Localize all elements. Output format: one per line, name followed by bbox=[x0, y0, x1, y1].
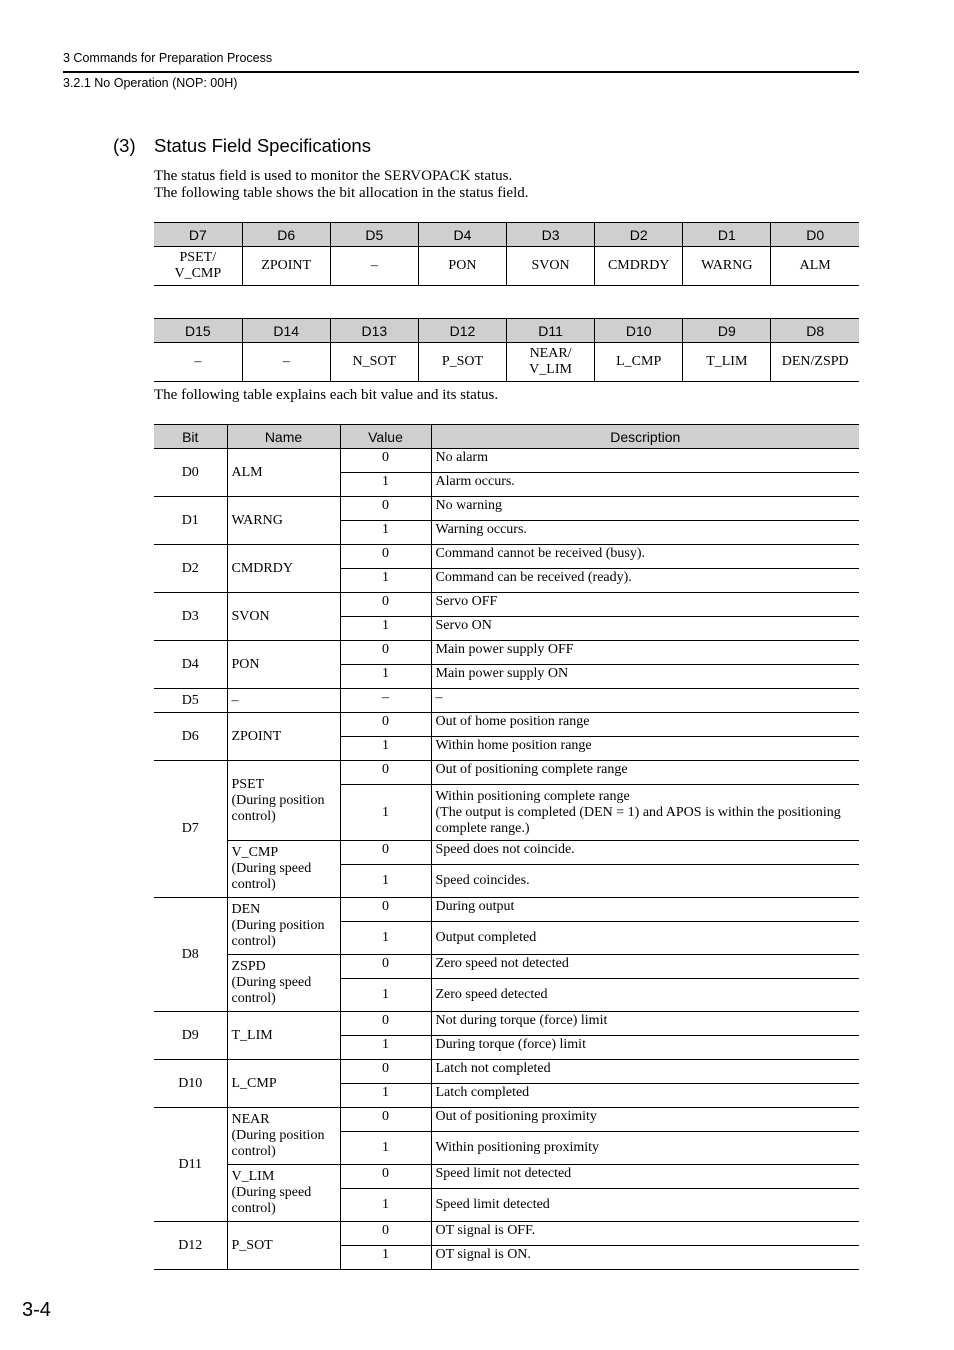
bit-value-cell: NEAR/ V_LIM bbox=[507, 343, 595, 382]
value-cell: 1 bbox=[340, 1084, 431, 1108]
bit-header-row bbox=[154, 223, 859, 247]
description-cell: Out of positioning proximity bbox=[431, 1108, 859, 1132]
description-cell: During torque (force) limit bbox=[431, 1036, 859, 1060]
value-cell: 1 bbox=[340, 922, 431, 955]
description-cell: Within home position range bbox=[431, 737, 859, 761]
table-row bbox=[154, 689, 859, 713]
value-cell: 0 bbox=[340, 898, 431, 922]
bit-value-cell: DEN/ZSPD bbox=[771, 343, 859, 382]
bit-value-cell: SVON bbox=[507, 247, 595, 286]
bit-value-cell: P_SOT bbox=[418, 343, 506, 382]
name-cell: ZPOINT bbox=[227, 713, 340, 761]
value-cell: 0 bbox=[340, 593, 431, 617]
bit-allocation-table-low bbox=[154, 222, 859, 286]
bit-cell: D11 bbox=[154, 1108, 227, 1222]
table-row bbox=[154, 898, 859, 922]
name-cell: L_CMP bbox=[227, 1060, 340, 1108]
description-cell: Within positioning proximity bbox=[431, 1132, 859, 1165]
value-cell: 1 bbox=[340, 785, 431, 841]
value-cell: 0 bbox=[340, 841, 431, 865]
description-cell: Latch completed bbox=[431, 1084, 859, 1108]
bit-cell: D4 bbox=[154, 641, 227, 689]
bit-header-cell: D1 bbox=[683, 223, 771, 247]
desc-header-cell: Bit bbox=[154, 425, 227, 449]
table-row bbox=[154, 713, 859, 737]
value-cell: 1 bbox=[340, 521, 431, 545]
bit-cell: D6 bbox=[154, 713, 227, 761]
bit-header-cell: D12 bbox=[418, 319, 506, 343]
bit-value-cell: ALM bbox=[771, 247, 859, 286]
table-row bbox=[154, 1060, 859, 1084]
bit-value-row bbox=[154, 247, 859, 286]
bit-value-cell: L_CMP bbox=[595, 343, 683, 382]
bit-value-cell: PSET/ V_CMP bbox=[174, 250, 222, 281]
value-cell: 0 bbox=[340, 545, 431, 569]
table-row bbox=[154, 1165, 859, 1189]
bit-header-cell: D9 bbox=[683, 319, 771, 343]
description-cell: Alarm occurs. bbox=[431, 473, 859, 497]
name-cell: SVON bbox=[227, 593, 340, 641]
name-cell: WARNG bbox=[227, 497, 340, 545]
table-row bbox=[154, 641, 859, 665]
header-rule bbox=[63, 71, 859, 73]
value-cell: 0 bbox=[340, 641, 431, 665]
value-cell: 0 bbox=[340, 1222, 431, 1246]
description-cell: Servo OFF bbox=[431, 593, 859, 617]
bit-header-row bbox=[154, 319, 859, 343]
description-cell: Latch not completed bbox=[431, 1060, 859, 1084]
bit-header-cell: D15 bbox=[154, 319, 242, 343]
value-cell: 0 bbox=[340, 955, 431, 979]
description-cell: Zero speed detected bbox=[431, 979, 859, 1012]
description-cell: Speed coincides. bbox=[431, 865, 859, 898]
bit-header-cell: D5 bbox=[330, 223, 418, 247]
bit-value-cell: – bbox=[194, 354, 202, 369]
subsection-title bbox=[113, 135, 371, 157]
name-cell: NEAR (During position control) bbox=[227, 1108, 340, 1165]
section-title: 3.2.1 No Operation (NOP: 00H) bbox=[63, 76, 238, 90]
bit-value-cell: T_LIM bbox=[683, 343, 771, 382]
bit-header-cell: D13 bbox=[330, 319, 418, 343]
subsection-number: (3) bbox=[113, 135, 136, 156]
bit-header-cell: D11 bbox=[507, 319, 595, 343]
name-cell: P_SOT bbox=[227, 1222, 340, 1270]
intro-line-2: The following table shows the bit allocation in the status field. bbox=[154, 185, 529, 201]
bit-value-cell: WARNG bbox=[683, 247, 771, 286]
bit-value-cell: N_SOT bbox=[330, 343, 418, 382]
bit-header-cell: D8 bbox=[771, 319, 859, 343]
bit-value-cell: ZPOINT bbox=[242, 247, 330, 286]
table-row bbox=[154, 841, 859, 865]
name-cell: CMDRDY bbox=[227, 545, 340, 593]
bit-value-cell: CMDRDY bbox=[595, 247, 683, 286]
bit-header-cell: D3 bbox=[507, 223, 595, 247]
bit-cell: D0 bbox=[154, 449, 227, 497]
bit-value-cell: PON bbox=[418, 247, 506, 286]
desc-header-cell: Value bbox=[340, 425, 431, 449]
value-cell: 1 bbox=[340, 979, 431, 1012]
description-cell: No alarm bbox=[431, 449, 859, 473]
value-cell: 1 bbox=[340, 865, 431, 898]
description-cell: Warning occurs. bbox=[431, 521, 859, 545]
bit-value-cell: – bbox=[242, 343, 330, 382]
bit-value-cell: – bbox=[330, 247, 418, 286]
value-cell: – bbox=[340, 689, 431, 713]
table-row bbox=[154, 1222, 859, 1246]
table-row bbox=[154, 497, 859, 521]
description-cell: Output completed bbox=[431, 922, 859, 955]
description-cell: Servo ON bbox=[431, 617, 859, 641]
bit-cell: D5 bbox=[154, 689, 227, 713]
bit-cell: D1 bbox=[154, 497, 227, 545]
description-cell: OT signal is OFF. bbox=[431, 1222, 859, 1246]
description-cell: Speed limit detected bbox=[431, 1189, 859, 1222]
description-cell: Speed does not coincide. bbox=[431, 841, 859, 865]
desc-header-row bbox=[154, 425, 859, 449]
description-cell: OT signal is ON. bbox=[431, 1246, 859, 1270]
table-row bbox=[154, 545, 859, 569]
bit-header-cell: D4 bbox=[418, 223, 506, 247]
description-cell: Main power supply ON bbox=[431, 665, 859, 689]
bit-cell: D8 bbox=[154, 898, 227, 1012]
intro-line-1: The status field is used to monitor the SERVOPACK status. bbox=[154, 168, 513, 184]
bit-header-cell: D7 bbox=[154, 223, 242, 247]
value-cell: 0 bbox=[340, 1060, 431, 1084]
bit-cell: D12 bbox=[154, 1222, 227, 1270]
value-cell: 1 bbox=[340, 473, 431, 497]
value-cell: 0 bbox=[340, 713, 431, 737]
page-number: 3-4 bbox=[22, 1299, 51, 1321]
value-cell: 1 bbox=[340, 665, 431, 689]
table-row bbox=[154, 761, 859, 785]
name-cell: ZSPD (During speed control) bbox=[227, 955, 340, 1012]
bit-value-row bbox=[154, 343, 859, 382]
name-cell: PON bbox=[227, 641, 340, 689]
bit-header-cell: D14 bbox=[242, 319, 330, 343]
bit-cell: D7 bbox=[154, 761, 227, 898]
value-cell: 0 bbox=[340, 497, 431, 521]
bit-header-cell: D0 bbox=[771, 223, 859, 247]
description-cell: Speed limit not detected bbox=[431, 1165, 859, 1189]
name-cell: V_CMP (During speed control) bbox=[227, 841, 340, 898]
name-cell: V_LIM (During speed control) bbox=[227, 1165, 340, 1222]
value-cell: 1 bbox=[340, 1189, 431, 1222]
value-cell: 0 bbox=[340, 1165, 431, 1189]
bit-allocation-table-high bbox=[154, 318, 859, 382]
name-cell: PSET (During position control) bbox=[227, 761, 340, 841]
name-cell: ALM bbox=[227, 449, 340, 497]
name-cell: – bbox=[227, 689, 340, 713]
value-cell: 0 bbox=[340, 1012, 431, 1036]
description-cell: Main power supply OFF bbox=[431, 641, 859, 665]
desc-header-cell: Name bbox=[227, 425, 340, 449]
name-cell: DEN (During position control) bbox=[227, 898, 340, 955]
subsection-text: Status Field Specifications bbox=[154, 135, 371, 156]
value-cell: 1 bbox=[340, 1132, 431, 1165]
value-cell: 1 bbox=[340, 1036, 431, 1060]
description-cell: No warning bbox=[431, 497, 859, 521]
bit-header-cell: D10 bbox=[595, 319, 683, 343]
desc-header-cell: Description bbox=[431, 425, 859, 449]
value-cell: 1 bbox=[340, 569, 431, 593]
page-header bbox=[63, 50, 859, 91]
table-row bbox=[154, 1108, 859, 1132]
bit-header-cell: D2 bbox=[595, 223, 683, 247]
intro-paragraph bbox=[154, 168, 529, 202]
description-cell: – bbox=[431, 689, 859, 713]
value-cell: 1 bbox=[340, 1246, 431, 1270]
bit-cell: D10 bbox=[154, 1060, 227, 1108]
value-cell: 1 bbox=[340, 617, 431, 641]
description-cell: Command cannot be received (busy). bbox=[431, 545, 859, 569]
table-row bbox=[154, 955, 859, 979]
table-row bbox=[154, 449, 859, 473]
description-cell: Out of positioning complete range bbox=[431, 761, 859, 785]
bit-header-cell: D6 bbox=[242, 223, 330, 247]
table-row bbox=[154, 1012, 859, 1036]
value-cell: 0 bbox=[340, 761, 431, 785]
name-cell: T_LIM bbox=[227, 1012, 340, 1060]
description-cell: Out of home position range bbox=[431, 713, 859, 737]
description-cell: Command can be received (ready). bbox=[431, 569, 859, 593]
bit-cell: D3 bbox=[154, 593, 227, 641]
explain-paragraph: The following table explains each bit value and its status. bbox=[154, 387, 499, 403]
table-row bbox=[154, 593, 859, 617]
value-cell: 1 bbox=[340, 737, 431, 761]
description-cell: Zero speed not detected bbox=[431, 955, 859, 979]
bit-cell: D9 bbox=[154, 1012, 227, 1060]
value-cell: 0 bbox=[340, 1108, 431, 1132]
description-cell: Within positioning complete range (The output is completed (DEN = 1) and APOS is within the positioning complete range.) bbox=[431, 785, 859, 841]
description-cell: Not during torque (force) limit bbox=[431, 1012, 859, 1036]
bit-cell: D2 bbox=[154, 545, 227, 593]
description-cell: During output bbox=[431, 898, 859, 922]
value-cell: 0 bbox=[340, 449, 431, 473]
bit-description-table bbox=[154, 424, 859, 1270]
chapter-title: 3 Commands for Preparation Process bbox=[63, 51, 273, 65]
